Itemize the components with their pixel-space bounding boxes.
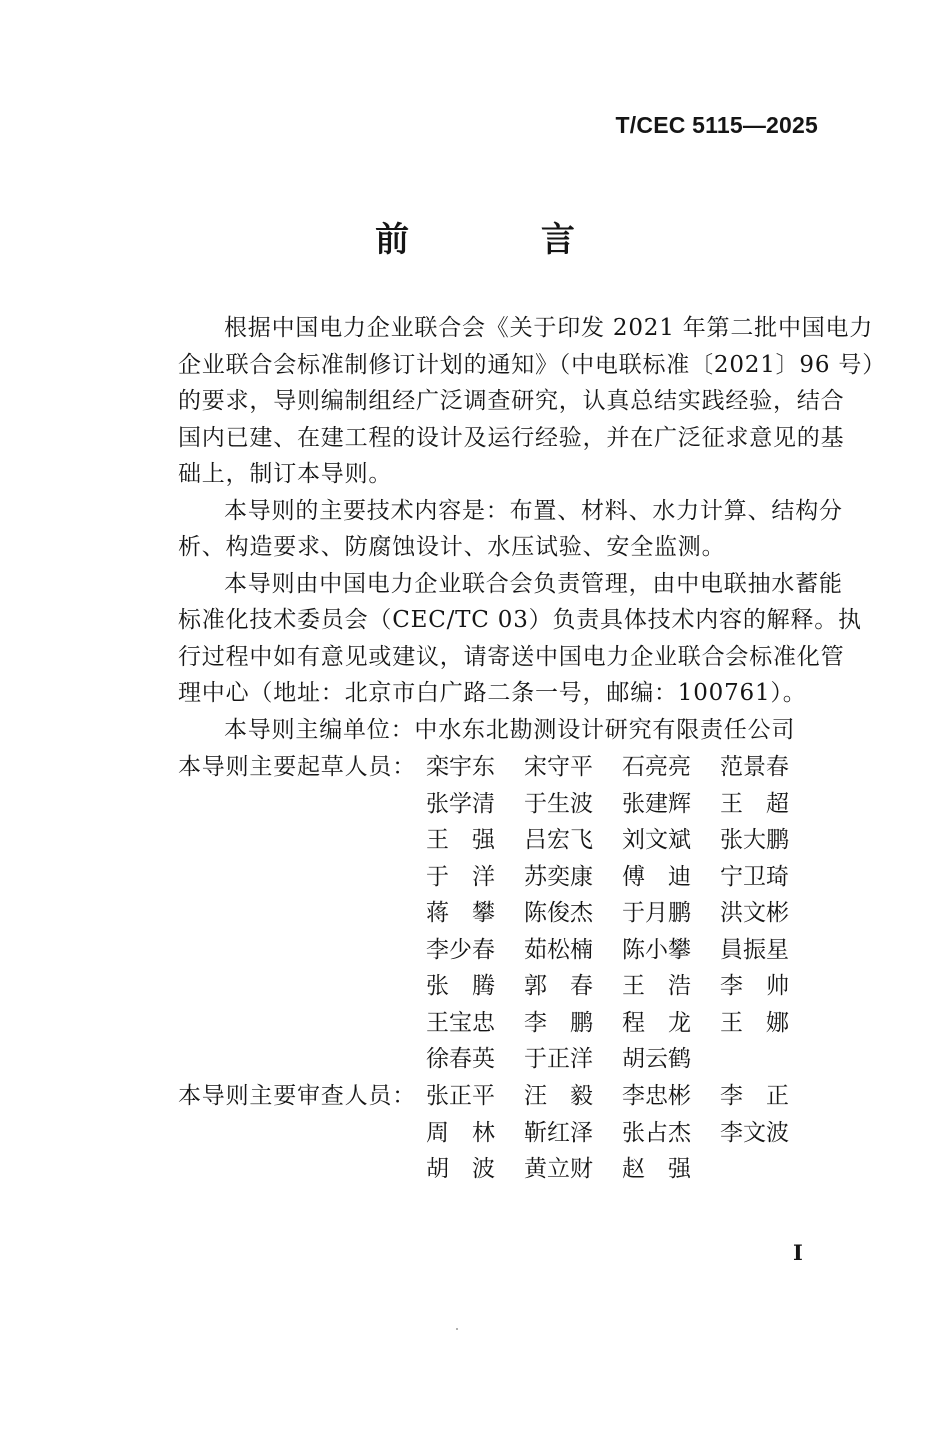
reviewers-label: 本导则主要审查人员：: [178, 1083, 416, 1109]
person-name: 王 超: [720, 790, 789, 817]
person-name: 王 强: [426, 827, 495, 853]
page-title: 前 言: [375, 220, 635, 260]
person-name: 李 帅: [720, 973, 789, 999]
text-line: 析、构造要求、防腐蚀设计、水压试验、安全监测。: [178, 534, 726, 560]
drafters-label: 本导则主要起草人员：: [178, 754, 416, 780]
person-name: 张学清: [426, 790, 495, 817]
text-line: 的要求，导则编制组经广泛调查研究，认真总结实践经验，结合: [178, 388, 845, 414]
page-number: I: [793, 1240, 803, 1265]
text-line: 企业联合会标准制修订计划的通知》（中电联标准〔2021〕96 号）: [178, 351, 887, 378]
person-name: 黄立财: [524, 1156, 593, 1182]
person-name: 栾宇东: [426, 754, 495, 780]
person-name: 于 洋: [426, 863, 495, 890]
name-row: [426, 1005, 818, 1042]
person-name: 徐春英: [426, 1046, 495, 1072]
reviewers-names: [426, 1078, 818, 1188]
person-name: 周 林: [426, 1119, 495, 1146]
document-code: T/CEC 5115—2025: [615, 112, 818, 138]
person-name: 张正平: [426, 1083, 495, 1109]
paragraph-management: [132, 566, 862, 712]
text-line: 根据中国电力企业联合会《关于印发 2021 年第二批中国电力: [224, 315, 874, 341]
person-name: 王 浩: [622, 973, 691, 999]
name-row: [426, 932, 818, 969]
person-name: 員振星: [720, 936, 789, 963]
person-name: 茹松楠: [524, 936, 593, 963]
person-name: 刘文斌: [622, 827, 691, 853]
name-row: [426, 895, 818, 932]
preface-body: [132, 310, 887, 748]
text-line: 理中心（地址：北京市白广路二条一号，邮编：100761）。: [178, 680, 807, 706]
name-row: [426, 1041, 818, 1078]
text-line: 本导则主编单位：中水东北勘测设计研究有限责任公司: [224, 716, 796, 743]
person-name: 范景春: [720, 754, 789, 780]
person-name: 李文波: [720, 1119, 789, 1146]
person-name: 李少春: [426, 936, 495, 963]
person-name: 傅 迪: [622, 863, 691, 890]
person-name: 张大鹏: [720, 827, 789, 853]
person-name: 郭 春: [524, 973, 593, 999]
text-line: 标准化技术委员会（CEC/TC 03）负责具体技术内容的解释。执: [178, 607, 862, 633]
text-line: 行过程中如有意见或建议，请寄送中国电力企业联合会标准化管: [178, 643, 845, 670]
paragraph-contents: [132, 493, 843, 566]
person-name: 汪 毅: [524, 1083, 593, 1109]
person-name: 张占杰: [622, 1119, 691, 1146]
scan-speck: [456, 1328, 458, 1330]
person-name: 胡 波: [426, 1156, 495, 1182]
name-row: [426, 1078, 818, 1115]
person-name: 苏奕康: [524, 863, 593, 890]
person-name: 洪文彬: [720, 900, 789, 926]
person-name: 李 鹏: [524, 1009, 593, 1036]
name-row: [426, 822, 818, 859]
person-name: 李 正: [720, 1083, 789, 1109]
person-name: 胡云鹤: [622, 1046, 691, 1072]
name-row: [426, 786, 818, 823]
person-name: 石亮亮: [622, 754, 691, 780]
person-name: 王宝忠: [426, 1009, 495, 1036]
person-name: 于生波: [524, 790, 593, 817]
text-line: 本导则的主要技术内容是：布置、材料、水力计算、结构分: [224, 497, 843, 524]
person-name: 陈小攀: [622, 936, 691, 963]
person-name: 靳红泽: [524, 1119, 593, 1146]
person-name: 赵 强: [622, 1156, 691, 1182]
name-row: [426, 749, 818, 786]
name-row: [426, 1115, 818, 1152]
text-line: 国内已建、在建工程的设计及运行经验，并在广泛征求意见的基: [178, 424, 845, 451]
person-name: 宋守平: [524, 754, 593, 780]
person-name: 于正洋: [524, 1046, 593, 1072]
person-name: 宁卫琦: [720, 863, 789, 890]
person-name: 李忠彬: [622, 1083, 691, 1109]
person-name: 于月鹏: [622, 900, 691, 926]
person-name: 吕宏飞: [524, 827, 593, 853]
drafters-names: [426, 749, 818, 1078]
paragraph-chief-unit: [132, 712, 822, 749]
person-name: 王 娜: [720, 1009, 789, 1036]
name-row: [426, 859, 818, 896]
person-name: 张 腾: [426, 973, 495, 999]
text-line: 本导则由中国电力企业联合会负责管理，由中电联抽水蓄能: [224, 570, 843, 597]
name-row: [426, 968, 818, 1005]
paragraph-basis: [132, 310, 887, 493]
text-line: 础上，制订本导则。: [178, 461, 393, 487]
name-row: [426, 1151, 818, 1188]
person-name: 蒋 攀: [426, 900, 495, 926]
person-name: 陈俊杰: [524, 900, 593, 926]
person-name: 张建辉: [622, 790, 691, 817]
person-name: 程 龙: [622, 1009, 691, 1036]
